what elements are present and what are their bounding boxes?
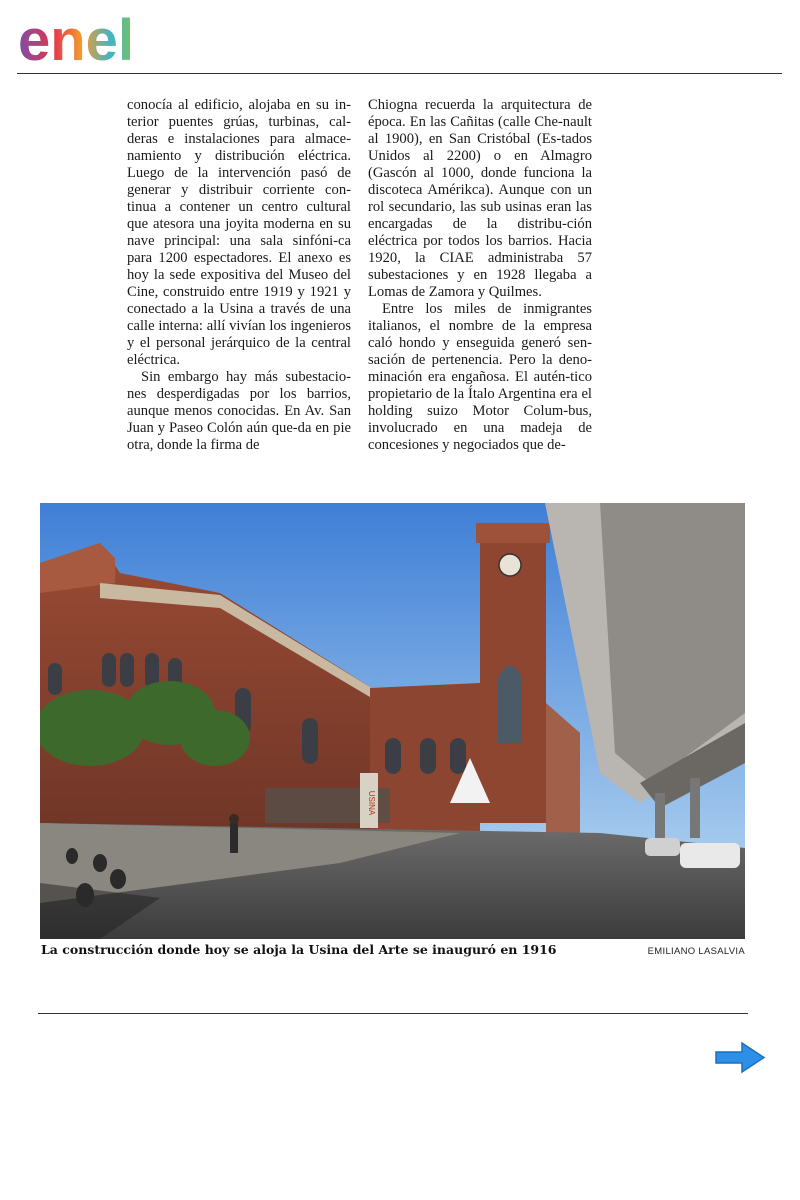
article-paragraph: Sin embargo hay más subestacio-nes desperdigadas por los barrios, aunque menos conocidas. En Av. San Juan y Paseo Colón aún que-da en pie otra, donde la firma de bbox=[127, 369, 351, 453]
article-paragraph: Chiogna recuerda la arquitectura de época. En las Cañitas (calle Che-nault al 1900), en San Cristóbal (Es-tados Unidos al 2200) o en Almagro (Gascón al 1000, donde funciona la discoteca Amérikca). Aunque con un rol secundario, las sub usinas eran las encargadas de la distribu-ción eléctrica por todos los barrios. Hacia 1920, la CIAE administraba 57 subestaciones y en 1928 llegaba a Lomas de Zamora y Quilmes. bbox=[368, 97, 592, 300]
enel-logo bbox=[18, 8, 168, 68]
arrow-right-icon[interactable] bbox=[714, 1041, 766, 1074]
brand-wordmark: enel bbox=[18, 8, 135, 68]
photo-caption: La construcción donde hoy se aloja la Usina del Arte se inauguró en 1916 bbox=[41, 942, 557, 957]
article-column-right bbox=[368, 97, 592, 454]
footer-divider bbox=[38, 1013, 748, 1014]
article-column-left bbox=[127, 97, 351, 454]
header-divider bbox=[17, 73, 782, 74]
usina-sign: USINA bbox=[367, 790, 376, 816]
article-paragraph: conocía al edificio, alojaba en su in-terior puentes grúas, turbinas, cal-deras e instalaciones para almace-namiento y distribución eléctrica. Luego de la intervención pasó de generar y distribuir corriente con-tinua a contener un centro cultural que atesora una joyita moderna en su nave principal: una sala sinfóni-ca para 1200 espectadores. El anexo es hoy la sede expositiva del Museo del Cine, construido entre 1919 y 1921 y conectado a la Usina a través de una calle interna: allí vivían los ingenieros y el personal jerárquico de la central eléctrica. bbox=[127, 97, 351, 368]
article-paragraph: Entre los miles de inmigrantes italianos, el nombre de la empresa caló hondo y enseguida generó sen-sación de pertenencia. Pero la deno-minación era engañosa. El autén-tico propietario de la Ítalo Argentina era el holding suizo Motor Colum-bus, involucrado en una madeja de concesiones y negociados que de- bbox=[368, 301, 592, 453]
usina-del-arte-photo bbox=[40, 503, 745, 939]
photo-credit: EMILIANO LASALVIA bbox=[647, 946, 745, 957]
